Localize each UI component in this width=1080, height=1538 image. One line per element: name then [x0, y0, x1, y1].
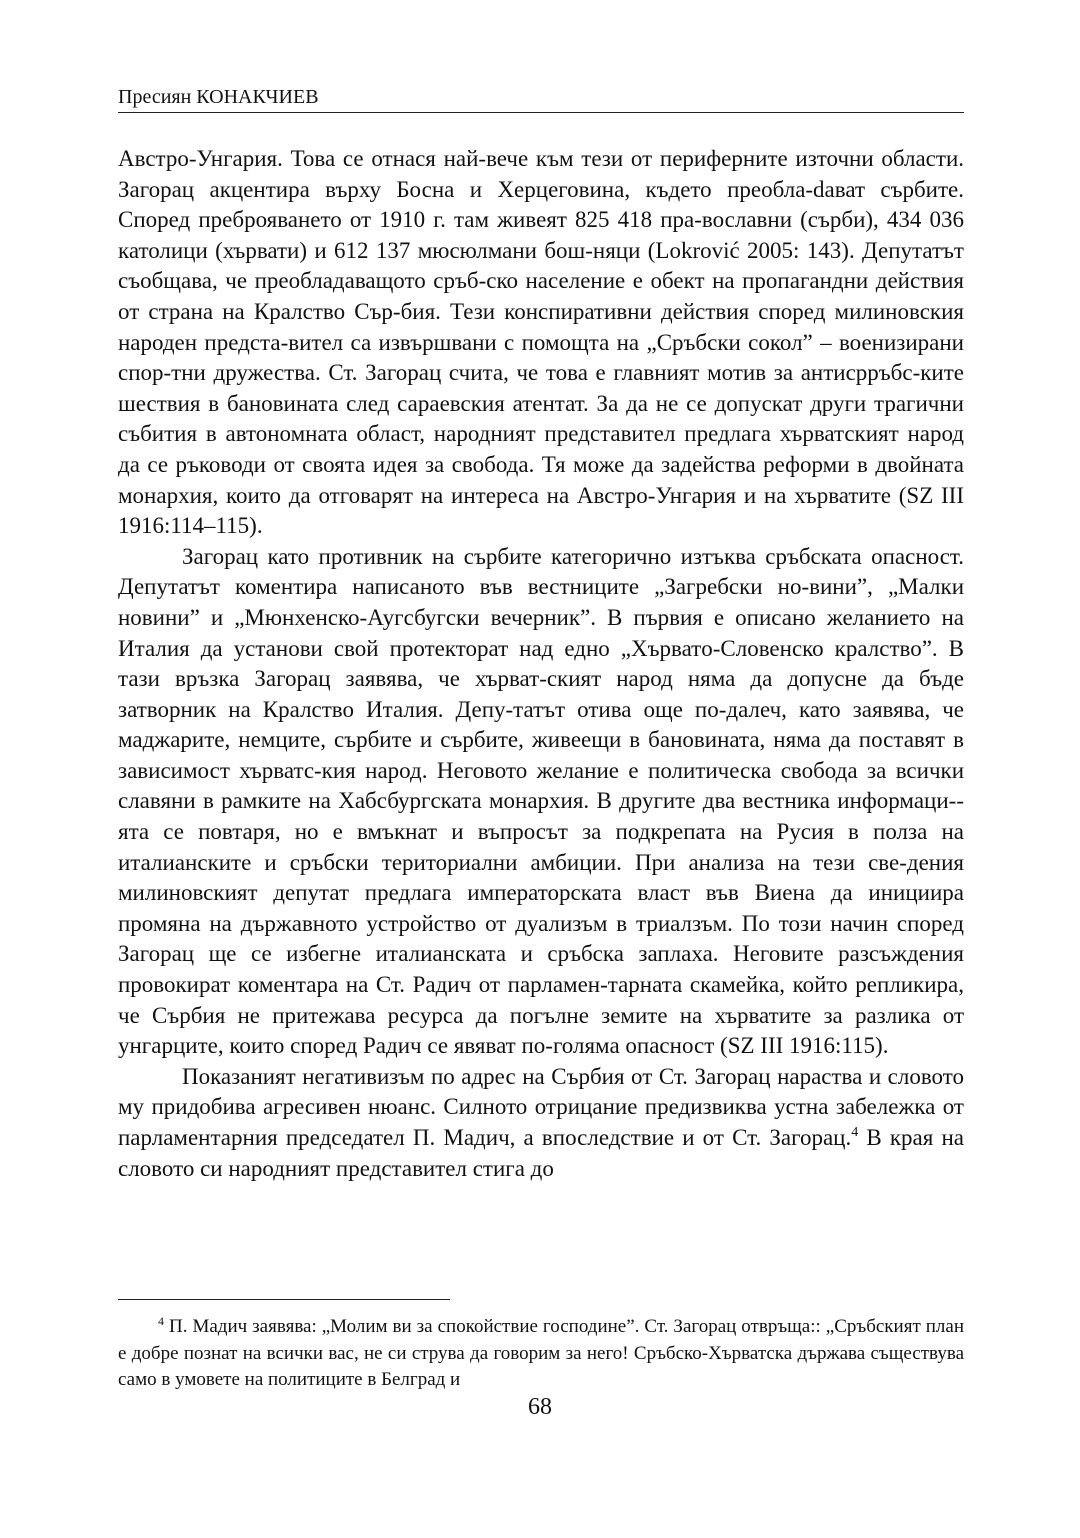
page-number: 68	[528, 1394, 552, 1420]
running-head-author: Пресиян КОНАКЧИЕВ	[118, 84, 964, 113]
paragraph-3-text: Показаният негативизъм по адрес на Сърбия от Ст. Загорац нараства и словото му придобива агресивен нюанс. Силното отрицание предизвиква устна забележка от парламентарния председател П. Мадич, а впоследствие и от Ст. Загорац.	[118, 1063, 964, 1150]
footnote-reference[interactable]: 4	[851, 1125, 859, 1140]
main-text	[118, 144, 964, 1184]
footnote-4	[118, 1314, 964, 1394]
paragraph-3	[118, 1062, 964, 1184]
footnote-text: П. Мадич заявява: „Молим ви за спокойствие господине”. Ст. Загорац отвръща:: „Сръбският план е добре познат на всички вас, не си струва да говорим за него! Сръбско-Хърватска държава съществува само в умовете на политиците в Белград и	[118, 1316, 964, 1390]
footnote-separator	[118, 1299, 450, 1300]
paragraph-2: Загорац като противник на сърбите категорично изтъква сръбската опасност. Депутатът коментира написаното във вестниците „Загребски но-вини”, „Малки новини” и „Мюнхенско-Аугсбугски вечерник”. В първия е описано желанието на Италия да установи свой протекторат над едно „Хърватo-Словенско кралство”. В тази връзка Загорац заявява, че хърват-ският народ няма да допусне да бъде затворник на Кралство Италия. Депу-татът отива още по-далеч, като заявява, че маджарите, немците, сърбите и сърбите, живеещи в бановината, няма да поставят в зависимост хърватс-кия народ. Неговото желание е политическа свобода за всички славяни в рамките на Хабсбургската монархия. В другите два вестника информаци-ята се повтаря, но е вмъкнат и въпросът за подкрепата на Русия в полза на италианските и сръбски териториални амбиции. При анализа на тези све-дения милиновският депутат предлага императорската власт във Виена да инициира промяна на държавното устройство от дуализъм в триалзъм. По този начин според Загорац ще се избегне италианската и сръбска заплаха. Неговите разсъждения провокират коментара на Ст. Радич от парламен-тарната скамейка, който репликира, че Сърбия не притежава ресурса да погълне земите на хърватите за разлика от унгарците, които според Радич се явяват по-голяма опасност (SZ III 1916:115).	[118, 543, 964, 1059]
footnote-number: 4	[158, 1314, 164, 1328]
paragraph-1: Австро-Унгария. Това се отнася най-вече към тези от периферните източни области. Загорац акцентира върху Босна и Херцеговина, където преобла-dават сърбите. Според преброяването от 1910 г. там живеят 825 418 пра-вославни (сърби), 434 036 католици (хървати) и 612 137 мюсюлмани бош-няци (Lokrović 2005: 143). Депутатът съобщава, че преобладаващото сръб-ско население е обект на пропагандни действия от страна на Кралство Сър-бия. Тези конспиративни действия според милиновския народен предста-вител са извършвани с помощта на „Сръбски сокол” – военизирани спор-тни дружества. Ст. Загорац счита, че това е главният мотив за антисрръбс-ките шествия в бановината след сараевския атентат. За да не се допускат други трагични събития в автономната област, народният представител предлага хърватският народ да се ръководи от своята идея за свобода. Тя може да задейства реформи в двойната монархия, които да отговарят на интереса на Австро-Унгария и на хърватите (SZ III 1916:114–115).	[118, 146, 964, 539]
paragraph-3-continuation: В края на словото си народният представител стига до	[118, 1125, 964, 1181]
